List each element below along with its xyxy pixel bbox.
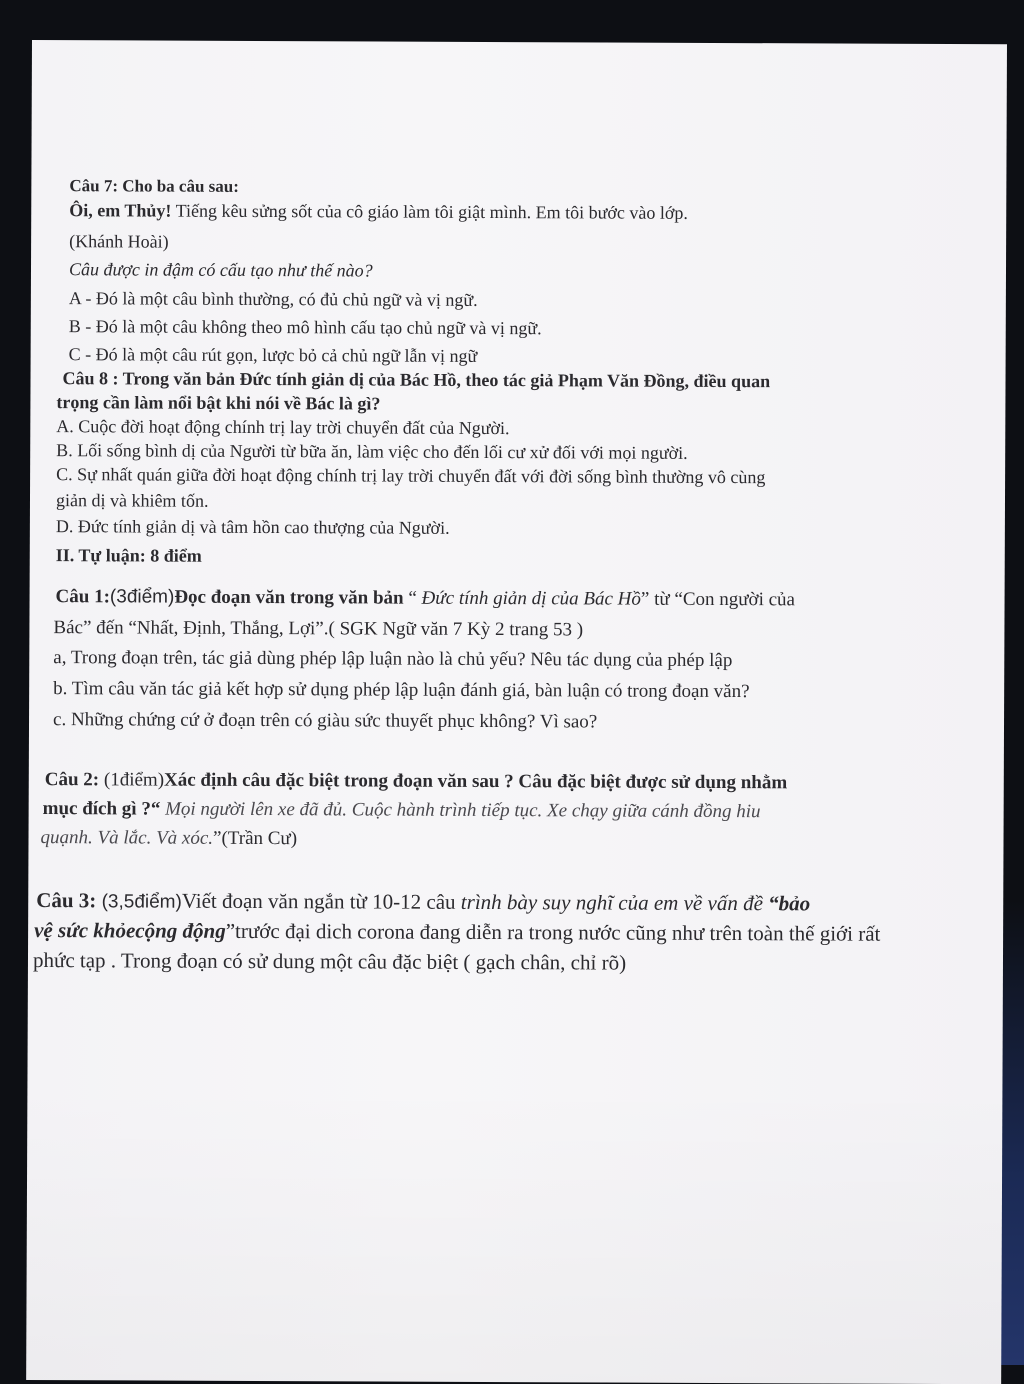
essay1-quote-open: “	[403, 587, 422, 609]
essay2-points: (1điểm)	[99, 769, 165, 791]
q7-question: Câu được in đậm có cấu tạo như thế nào?	[68, 259, 373, 281]
essay1-bold-text: Đọc đoạn văn trong văn bản	[174, 586, 404, 609]
essay1-line1-rest: ” từ “Con người của	[640, 588, 796, 611]
essay2-line1	[45, 768, 788, 795]
q7-sentence-rest: Tiếng kêu sửng sốt của cô giáo làm tôi giật mình. Em tôi bước vào lớp.	[171, 200, 688, 223]
essay2-line2	[43, 797, 761, 824]
essay3-line2	[34, 918, 880, 946]
essay1-item-a: a, Trong đoạn trên, tác giả dùng phép lập luận nào là chủ yếu? Nêu tác dụng của phép lập	[53, 647, 733, 672]
q8-title-line1: Câu 8 : Trong văn bản Đức tính giản dị của Bác Hồ, theo tác giả Phạm Văn Đồng, điều quan	[62, 368, 771, 392]
q7-option-a: A - Đó là một câu bình thường, có đủ chủ ngữ và vị ngữ.	[68, 288, 478, 310]
essay2-line3	[40, 826, 297, 851]
essay1-line2: Bác” đến “Nhất, Định, Thắng, Lợi”.( SGK Ngữ văn 7 Kỳ 2 trang 53 )	[53, 617, 584, 641]
exam-paper	[26, 40, 1007, 1384]
q7-title: Câu 7: Cho ba câu sau:	[69, 176, 239, 196]
section-2-title: II. Tự luận: 8 điểm	[55, 545, 202, 566]
essay3-line1-bold-italic: “bảo	[768, 891, 811, 916]
essay3-line3: phức tạp . Trong đoạn có sử dung một câu đặc biệt ( gạch chân, chỉ rõ)	[32, 948, 627, 975]
essay2-quote-open: “	[150, 798, 161, 820]
q8-option-c-line2: giản dị và khiêm tốn.	[55, 490, 209, 511]
q8-title-line2: trọng cần làm nổi bật khi nói về Bác là gì?	[56, 392, 381, 414]
essay1-points: (3điểm)	[109, 586, 175, 608]
essay3-line1-italic: trình bày suy nghĩ của em về vấn đề	[460, 889, 769, 916]
essay2-bold-line2: mục đích gì ?	[42, 798, 151, 820]
q7-sentence	[69, 198, 688, 225]
essay1-label: Câu 1:	[55, 586, 110, 608]
essay2-italic-line3: quạnh. Và lắc. Và xóc.	[40, 827, 214, 849]
q8-option-d: D. Đức tính giản dị và tâm hồn cao thượng của Người.	[55, 516, 450, 538]
essay1-line1	[56, 585, 796, 612]
essay1-item-c: c. Những chứng cứ ở đoạn trên có giàu sức thuyết phục không? Vì sao?	[52, 709, 598, 733]
essay1-work-title: Đức tính giản dị của Bác Hồ	[421, 587, 641, 610]
essay3-line2-rest: ”trước đại dich corona đang diễn ra trong nước cũng như trên toàn thế giới rất	[225, 918, 881, 946]
q8-option-c-line1: C. Sự nhất quán giữa đời hoạt động chính trị lay trời chuyển đất với đời sống bình thường vô cùng	[56, 464, 766, 488]
q7-option-b: B - Đó là một câu không theo mô hình cấu tạo chủ ngữ và vị ngữ.	[68, 316, 542, 339]
essay2-source: ”(Trần Cư)	[213, 827, 298, 850]
q8-option-b: B. Lối sống bình dị của Người từ bữa ăn, làm việc cho đến lối cư xử đối với mọi người.	[56, 440, 688, 463]
essay3-line1	[36, 888, 810, 917]
essay3-label: Câu 3:	[36, 888, 97, 913]
essay3-line2-bold-italic: vệ sức khỏecộng động	[34, 918, 226, 943]
q8-option-a: A. Cuộc đời hoạt động chính trị lay trời chuyển đất của Người.	[56, 416, 510, 439]
essay2-label: Câu 2:	[44, 769, 100, 791]
essay3-points: (3,5điểm)	[96, 891, 182, 913]
q7-source: (Khánh Hoài)	[69, 231, 169, 252]
essay3-line1-text: Viết đoạn văn ngắn từ 10-12 câu	[181, 888, 461, 914]
essay2-italic-line2: Mọi người lên xe đã đủ. Cuộc hành trình tiếp tục. Xe chạy giữa cánh đồng hiu	[160, 798, 761, 823]
essay2-bold-line1: Xác định câu đặc biệt trong đoạn văn sau ? Câu đặc biệt được sử dụng nhằm	[164, 769, 788, 794]
paper-shadow	[26, 1080, 1002, 1384]
q7-bold-sentence: Ôi, em Thủy!	[69, 200, 172, 221]
essay1-item-b: b. Tìm câu văn tác giả kết hợp sử dụng phép lập luận đánh giá, bàn luận có trong đoạn văn?	[53, 678, 750, 703]
q7-option-c: C - Đó là một câu rút gọn, lược bỏ cả chủ ngữ lẫn vị ngữ	[68, 344, 478, 366]
